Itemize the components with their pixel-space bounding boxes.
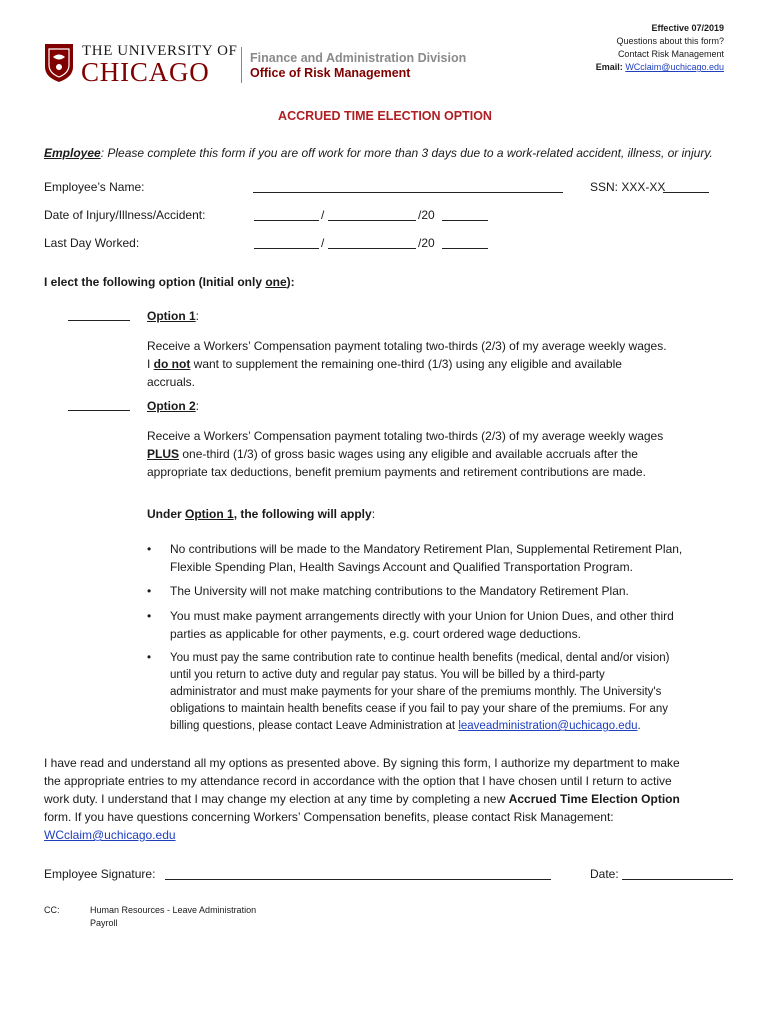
ssn-label: SSN: XXX-XX — [590, 180, 666, 194]
bullet-dot: • — [147, 584, 152, 598]
bullet-item-4 — [147, 650, 737, 735]
cc-label: CC: — [44, 905, 60, 915]
option2-plus: PLUS — [147, 447, 180, 461]
injury-date-label: Date of Injury/Illness/Accident: — [44, 208, 206, 222]
ack-line1: I have read and understand all my options as presented above. By signing this form, I authorize my department to make — [44, 756, 680, 770]
injury-sep: / — [321, 208, 325, 222]
option1-initial-line[interactable] — [68, 320, 130, 321]
option2-line2-b: one-third (1/3) of gross basic wages using any eligible and available accruals after the — [179, 447, 638, 461]
last-day-sep: / — [321, 236, 325, 250]
acknowledgement — [44, 754, 744, 844]
elect-heading — [44, 273, 295, 291]
injury-day-line — [328, 220, 416, 221]
injury-month-line — [254, 220, 319, 221]
cc-line2: Payroll — [90, 918, 118, 928]
option1-label: Option 1 — [147, 309, 196, 323]
ack-form-name: Accrued Time Election Option — [508, 792, 680, 806]
name-label: Employee’s Name: — [44, 180, 145, 194]
option1-line3: accruals. — [147, 375, 196, 389]
bullet-dot: • — [147, 652, 152, 664]
option2-colon: : — [195, 399, 200, 413]
contact-text: Contact Risk Management — [617, 49, 724, 59]
office-name: Office of Risk Management — [250, 66, 411, 80]
option1-text — [147, 337, 727, 391]
university-logo — [44, 43, 484, 87]
bullet4-last-a: billing questions, please contact Leave Administration at — [170, 720, 459, 732]
ack-line4: form. If you have questions concerning Workers’ Compensation benefits, please contact Risk Management: — [44, 810, 614, 824]
bullet-dot: • — [147, 609, 152, 623]
under-option1: Option 1 — [185, 507, 234, 521]
bullet-item-3 — [147, 607, 737, 643]
questions-text: Questions about this form? — [616, 36, 724, 46]
option1-line2-a: I — [147, 357, 154, 371]
injury-date-field[interactable] — [254, 206, 494, 224]
bullet4-line2: until you return to active duty and regular pay status. You will be billed by a third-party — [170, 669, 605, 681]
logo-line2: CHICAGO — [81, 57, 210, 87]
email-label: Email: — [595, 62, 623, 72]
header-email-link[interactable]: WCclaim@uchicago.edu — [625, 62, 724, 72]
form-title: ACCRUED TIME ELECTION OPTION — [278, 109, 492, 123]
intro-line — [44, 144, 734, 162]
ssn-input-line[interactable] — [663, 192, 709, 193]
option1-colon: : — [195, 309, 200, 323]
email-line — [524, 61, 724, 74]
bullet-item-1 — [147, 540, 737, 576]
bullet3-line1: You must make payment arrangements directly with your Union for Union Dues, and other third — [170, 609, 674, 623]
last-day-label: Last Day Worked: — [44, 236, 140, 250]
bullet1-line1: No contributions will be made to the Mandatory Retirement Plan, Supplemental Retirement Plan, — [170, 542, 683, 556]
bullet3-line2: parties as applicable for other payments, e.g. court ordered wage deductions. — [170, 627, 581, 641]
elect-one: one — [265, 275, 287, 289]
last-day-year-prefix: /20 — [418, 236, 435, 250]
under-c: : — [371, 507, 376, 521]
header-info — [524, 22, 724, 74]
injury-year-line — [442, 220, 488, 221]
ack-email-link[interactable]: WCclaim@uchicago.edu — [44, 828, 176, 842]
option2-line3: appropriate tax deductions, benefit premium payments and retirement contributions are made. — [147, 465, 646, 479]
intro-label: Employee — [44, 146, 101, 160]
option2-label: Option 2 — [147, 399, 196, 413]
signature-line[interactable] — [165, 879, 551, 880]
option1-line1: Receive a Workers’ Compensation payment totaling two-thirds (2/3) of my average weekly wages. — [147, 339, 667, 353]
option1-heading — [147, 307, 199, 325]
cc-recipients — [90, 904, 256, 930]
bullet4-last-b: . — [637, 720, 641, 732]
ack-line2: the appropriate entries to my attendance record in accordance with the option that I have chosen until I return to active — [44, 774, 672, 788]
bullet2-line1: The University will not make matching contributions to the Mandatory Retirement Plan. — [170, 584, 629, 598]
option1-do-not: do not — [153, 357, 191, 371]
effective-date: Effective 07/2019 — [651, 23, 724, 33]
intro-text: : Please complete this form if you are off work for more than 3 days due to a work-related accident, illness, or injury. — [100, 146, 713, 160]
signature-label: Employee Signature: — [44, 867, 156, 881]
bullet4-line3: administrator and must make payments for your share of the premiums monthly. The University's — [170, 686, 662, 698]
name-input-line[interactable] — [253, 192, 563, 193]
option2-line1: Receive a Workers’ Compensation payment totaling two-thirds (2/3) of my average weekly wages — [147, 429, 664, 443]
injury-year-prefix: /20 — [418, 208, 435, 222]
last-day-day-line — [328, 248, 416, 249]
bullet-item-2 — [147, 582, 737, 600]
cc-line1: Human Resources - Leave Administration — [90, 905, 257, 915]
under-b: , the following will apply — [233, 507, 372, 521]
last-day-year-line — [442, 248, 488, 249]
option1-line2 — [147, 355, 727, 373]
bullet4-line4: obligations to maintain health benefits cease if you fail to pay your share of the premiums. For any — [170, 703, 668, 715]
signature-date-line[interactable] — [622, 879, 733, 880]
under-a: Under — [147, 507, 186, 521]
logo-line1: THE UNIVERSITY OF — [82, 43, 238, 59]
option2-text — [147, 427, 727, 481]
under-heading — [147, 505, 375, 523]
elect-text-b: ): — [286, 275, 295, 289]
ack-line3-a: work duty. I understand that I may change my election at any time by completing a new — [44, 792, 509, 806]
logo-divider — [241, 47, 242, 83]
leave-admin-email-link[interactable]: leaveadministration@uchicago.edu — [458, 720, 638, 732]
shield-crest-icon — [44, 43, 74, 83]
option1-line2-c: want to supplement the remaining one-third (1/3) using any eligible and available — [190, 357, 622, 371]
bullet-dot: • — [147, 542, 152, 556]
last-day-field[interactable] — [254, 234, 494, 252]
ack-line3 — [44, 790, 744, 808]
signature-date-label: Date: — [590, 867, 619, 881]
option2-heading — [147, 397, 199, 415]
division-name: Finance and Administration Division — [250, 51, 467, 65]
bullet1-line2: Flexible Spending Plan, Health Savings Account and Qualified Transportation Program. — [170, 560, 633, 574]
last-day-month-line — [254, 248, 319, 249]
elect-text-a: I elect the following option (Initial only — [44, 275, 266, 289]
bullet4-line5 — [170, 718, 737, 735]
option2-line2 — [147, 445, 727, 463]
option2-initial-line[interactable] — [68, 410, 130, 411]
ack-line5 — [44, 826, 744, 844]
bullet4-line1: You must pay the same contribution rate to continue health benefits (medical, dental and/or vision) — [170, 652, 670, 664]
